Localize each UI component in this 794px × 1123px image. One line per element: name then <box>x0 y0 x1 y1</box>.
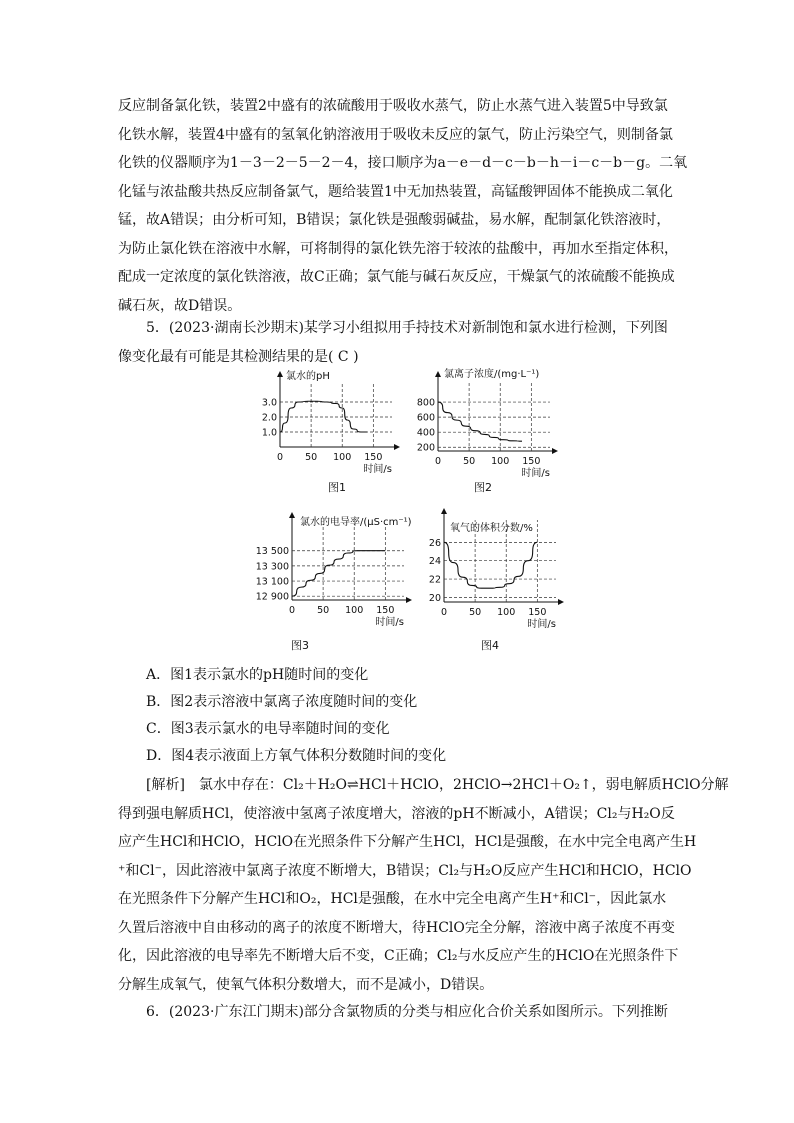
y-tick-label: 800 <box>416 397 435 409</box>
figure-caption: 图4 <box>481 639 499 652</box>
x-tick-label: 100 <box>333 452 352 463</box>
x-axis-label: 时间/s <box>521 468 550 479</box>
text-line: 配成一定浓度的氯化铁溶液，故C正确；氯气能与碱石灰反应，干燥氯气的浓硫酸不能换成 <box>118 269 675 285</box>
x-axis-label: 时间/s <box>527 619 556 630</box>
data-series-line <box>444 542 537 588</box>
x-tick-label: 150 <box>528 607 547 618</box>
data-series-line <box>280 401 367 432</box>
x-axis-arrow <box>558 599 564 605</box>
text-line: 化锰与浓盐酸共热反应制备氯气，题给装置1中无加热装置，高锰酸钾固体不能换成二氧化 <box>118 183 673 200</box>
x-axis-arrow <box>552 448 558 454</box>
text-line: 在光照条件下分解产生HCl和O₂，HCl是强酸，在水中完全电离产生H⁺和Cl⁻，因此氯水 <box>118 891 667 907</box>
option-c: C．图3表示氯水的电导率随时间的变化 <box>146 721 390 737</box>
x-tick-label: 0 <box>440 607 448 618</box>
x-tick-label: 0 <box>276 452 284 463</box>
text-line: 像变化最有可能是其检测结果的是( C ) <box>118 348 359 365</box>
y-axis-label: 氯离子浓度/(mg·L⁻¹) <box>444 369 540 380</box>
intro-paragraph <box>118 92 688 320</box>
text-line: 5．(2023·湖南长沙期末)某学习小组拟用手持技术对新制饱和氯水进行检测，下列图 <box>146 320 668 336</box>
y-tick-label: 13 100 <box>255 576 289 588</box>
question-6-stem <box>118 998 678 1027</box>
text-line: ⁺和Cl⁻，因此溶液中氯离子浓度不断增大，B错误；Cl₂与H₂O反应产生HCl和HClO，HClO <box>118 862 692 879</box>
x-tick-label: 150 <box>522 456 541 467</box>
text-line: 化，因此溶液的电导率先不断增大后不变，C正确；Cl₂与水反应产生的HClO在光照条件下 <box>118 948 679 964</box>
data-series-line <box>438 402 522 441</box>
y-axis-arrow <box>441 508 447 514</box>
y-tick-label: 22 <box>428 574 441 586</box>
y-axis-arrow <box>277 371 283 377</box>
y-tick-label: 1.0 <box>261 427 277 439</box>
text-line: 久置后溶液中自由移动的离子的浓度不断增大，待HClO完全分解，溶液中离子浓度不再变 <box>118 919 675 936</box>
text-line: [解析] 氯水中存在：Cl₂＋H₂O⇌HCl＋HClO，2HClO→2HCl＋O₂↑，弱电解质HClO分解 <box>146 777 729 793</box>
text-line: 应产生HCl和HClO，HClO在光照条件下分解产生HCl，HCl是强酸，在水中完全电离产生H <box>118 834 697 850</box>
figure-group <box>0 365 794 665</box>
y-axis-label: 氧气的体积分数/% <box>450 523 533 534</box>
text-line: 分解生成氧气，使氧气体积分数增大，而不是减小，D错误。 <box>118 976 494 993</box>
y-tick-label: 400 <box>416 427 435 439</box>
data-series-line <box>292 551 385 596</box>
analysis-paragraph <box>118 771 729 999</box>
option-a: A．图1表示氯水的pH随时间的变化 <box>146 667 369 683</box>
y-axis-arrow <box>435 371 441 377</box>
text-line: 化铁的仪器顺序为1－3－2－5－2－4，接口顺序为a－e－d－c－b－h－i－c－b－g。二氧 <box>118 155 688 171</box>
text-line: 反应制备氯化铁，装置2中盛有的浓硫酸用于吸收水蒸气，防止水蒸气进入装置5中导致氯 <box>118 98 668 114</box>
y-axis-label: 氯水的pH <box>286 371 330 382</box>
x-tick-label: 50 <box>463 456 476 467</box>
x-axis-label: 时间/s <box>363 464 392 475</box>
x-tick-label: 50 <box>317 605 330 616</box>
y-tick-label: 200 <box>416 442 435 454</box>
y-tick-label: 600 <box>416 412 435 424</box>
x-tick-label: 100 <box>345 605 364 616</box>
option-b: B．图2表示溶液中氯离子浓度随时间的变化 <box>146 694 418 710</box>
y-tick-label: 2.0 <box>261 412 277 424</box>
question-5-stem <box>118 314 678 371</box>
text-line: 为防止氯化铁在溶液中水解，可将制得的氯化铁先溶于较浓的盐酸中，再加水至指定体积， <box>118 240 678 257</box>
y-axis-label: 氯水的电导率/(μS·cm⁻¹) <box>300 517 412 528</box>
figure-caption: 图2 <box>474 481 492 494</box>
option-d: D．图4表示液面上方氧气体积分数随时间的变化 <box>146 748 447 764</box>
y-tick-label: 13 500 <box>255 546 289 558</box>
text-line: 碱石灰，故D错误。 <box>118 297 242 314</box>
text-line: 6．(2023·广东江门期末)部分含氯物质的分类与相应化合价关系如图所示。下列推断 <box>146 1004 668 1020</box>
y-tick-label: 20 <box>428 592 441 604</box>
x-tick-label: 150 <box>364 452 383 463</box>
x-tick-label: 50 <box>469 607 482 618</box>
figure-caption: 图3 <box>291 639 309 652</box>
x-tick-label: 50 <box>305 452 318 463</box>
text-line: 锰，故A错误；由分析可知，B错误；氯化铁是强酸弱碱盐，易水解，配制氯化铁溶液时， <box>118 212 671 228</box>
y-tick-label: 12 900 <box>255 591 289 603</box>
x-tick-label: 0 <box>288 605 296 616</box>
x-axis-arrow <box>394 444 400 450</box>
x-tick-label: 0 <box>434 456 442 467</box>
y-tick-label: 26 <box>428 537 441 549</box>
figure-caption: 图1 <box>328 481 346 494</box>
y-tick-label: 3.0 <box>261 397 277 409</box>
x-axis-label: 时间/s <box>375 617 404 628</box>
y-tick-label: 13 300 <box>255 561 289 573</box>
x-axis-arrow <box>406 597 412 603</box>
x-tick-label: 100 <box>491 456 510 467</box>
text-line: 化铁水解，装置4中盛有的氢氧化钠溶液用于吸收未反应的氯气，防止污染空气，则制备氯 <box>118 126 673 143</box>
text-line: 得到强电解质HCl，使溶液中氢离子浓度增大，溶液的pH不断减小，A错误；Cl₂与H₂O反 <box>118 805 675 822</box>
y-tick-label: 24 <box>428 556 441 568</box>
x-tick-label: 100 <box>497 607 516 618</box>
y-axis-arrow <box>289 512 295 518</box>
x-tick-label: 150 <box>376 605 395 616</box>
